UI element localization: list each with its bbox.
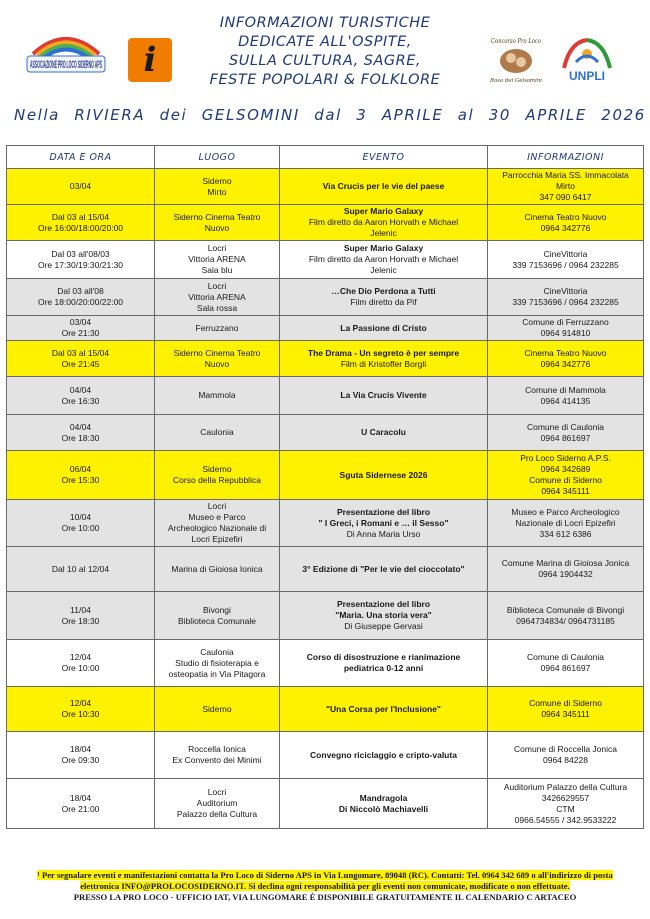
table-row xyxy=(7,316,644,341)
cell-date: Dal 10 al 12/04 xyxy=(7,547,155,592)
cell-place: Bivongi Biblioteca Comunale xyxy=(155,592,280,640)
event-title: Convegno riciclaggio e cripto-valuta xyxy=(310,749,457,760)
footer-note xyxy=(14,870,636,903)
cell-place: Mammola xyxy=(155,377,280,415)
cell-event xyxy=(280,316,488,341)
event-title: …Che Dio Perdona a Tutti xyxy=(331,286,436,296)
footer-line-3: PRESSO LA PRO LOCO - UFFICIO IAT, VIA LUNGOMARE È DISPONIBILE GRATUITAMENTE IL CALENDARIO C ARTACEO xyxy=(73,892,577,902)
title-line: DEDICATE ALL'OSPITE, xyxy=(238,34,412,50)
cell-info: Cinema Teatro Nuovo 0964 342776 xyxy=(488,205,644,241)
event-title: Mandragola Di Niccolò Machiavelli xyxy=(338,792,429,814)
event-subtitle: Film diretto da Aaron Horvath e Michael Jelenic xyxy=(308,217,459,238)
cell-place: Locri Auditorium Palazzo della Cultura xyxy=(155,779,280,829)
events-table xyxy=(6,145,644,829)
proloco-logo xyxy=(25,28,107,80)
events-table-wrap xyxy=(6,145,643,829)
cell-place: Ferruzzano xyxy=(155,316,280,341)
cell-place: Marina di Gioiosa Ionica xyxy=(155,547,280,592)
cell-info: Comune di Siderno 0964 345111 xyxy=(488,687,644,732)
cell-place: Locri Museo e Parco Archeologico Nazionale di Locri Epizefiri xyxy=(155,500,280,547)
cell-info: CineVittoria 339 7153696 / 0964 232285 xyxy=(488,279,644,316)
cell-date: 03/04 Ore 21:30 xyxy=(7,316,155,341)
cell-info: Comune Marina di Gioiosa Jonica 0964 1904432 xyxy=(488,547,644,592)
event-title: Presentazione del libro "Maria. Una storia vera" xyxy=(335,599,432,620)
cell-event xyxy=(280,687,488,732)
cell-date: 03/04 xyxy=(7,169,155,205)
table-row xyxy=(7,279,644,316)
event-title: Super Mario Galaxy xyxy=(343,243,424,253)
header xyxy=(0,0,650,100)
event-subtitle: Di Giuseppe Gervasi xyxy=(344,621,423,631)
unpli-logo xyxy=(556,32,618,84)
cell-date: 04/04 Ore 18:30 xyxy=(7,415,155,451)
event-title: Presentazione del libro " I Greci, i Romani e … il Sesso" xyxy=(318,506,449,528)
table-row xyxy=(7,377,644,415)
cell-date: 11/04 Ore 18:30 xyxy=(7,592,155,640)
cell-event xyxy=(280,205,488,241)
cell-info: Comune di Caulonia 0964 861697 xyxy=(488,415,644,451)
table-row xyxy=(7,241,644,279)
event-title: 3° Edizione di "Per le vie del cioccolato" xyxy=(302,563,465,574)
iat-logo-letter: i xyxy=(143,40,157,80)
cell-event xyxy=(280,732,488,779)
column-header-event: EVENTO xyxy=(280,146,488,169)
cell-place: Caulonia Studio di fisioterapia e osteopatia in Via Pitagora xyxy=(155,640,280,687)
page-subtitle: Nella RIVIERA dei GELSOMINI dal 3 APRILE al 30 APRILE 2026 xyxy=(14,106,646,124)
cell-event xyxy=(280,377,488,415)
cell-info: Comune di Mammola 0964 414135 xyxy=(488,377,644,415)
table-row xyxy=(7,451,644,500)
cell-date: 06/04 Ore 15:30 xyxy=(7,451,155,500)
concorso-logo xyxy=(485,34,547,86)
cell-event xyxy=(280,500,488,547)
cell-date: Dal 03 al 15/04 Ore 16:00/18:00/20:00 xyxy=(7,205,155,241)
cell-date: Dal 03 al 15/04 Ore 21:45 xyxy=(7,341,155,377)
event-title: Via Crucis per le vie del paese xyxy=(322,181,445,191)
cell-info: Comune di Ferruzzano 0964 914810 xyxy=(488,316,644,341)
event-title: La Via Crucis Vivente xyxy=(340,390,427,400)
cell-place: Locri Vittoria ARENA Sala rossa xyxy=(155,279,280,316)
event-title: Corso di disostruzione e rianimazione pediatrica 0-12 anni xyxy=(306,652,461,673)
footer-email-link[interactable]: INFO@PROLOCOSIDERNO.IT xyxy=(121,881,245,891)
table-row xyxy=(7,169,644,205)
cell-event xyxy=(280,451,488,500)
cell-date: 04/04 Ore 16:30 xyxy=(7,377,155,415)
cell-place: Caulonia xyxy=(155,415,280,451)
table-row xyxy=(7,205,644,241)
cell-info: Auditorium Palazzo della Cultura 3426629557 CTM 0966.54555 / 342.9533222 xyxy=(488,779,644,829)
event-title: The Drama - Un segreto è per sempre xyxy=(307,347,460,358)
column-header-date: DATA E ORA xyxy=(7,146,155,169)
cell-date: 18/04 Ore 09:30 xyxy=(7,732,155,779)
event-title: U Caracolu xyxy=(361,427,406,437)
footer-line-2a: elettronica xyxy=(80,881,122,891)
cell-info: Comune di Roccella Jonica 0964 84228 xyxy=(488,732,644,779)
page-title xyxy=(180,14,470,90)
event-title: La Passione di Cristo xyxy=(340,322,427,333)
cell-event xyxy=(280,241,488,279)
table-row xyxy=(7,341,644,377)
title-line: FESTE POPOLARI & FOLKLORE xyxy=(209,72,441,88)
event-subtitle: Di Anna Maria Urso xyxy=(346,528,421,539)
cell-info: Biblioteca Comunale di Bivongi 0964734834/ 0964731185 xyxy=(488,592,644,640)
table-row xyxy=(7,500,644,547)
footer-line-2b: . Si declina ogni responsabilità per gli eventi non comunicate, modificate o non effettuate. xyxy=(244,881,570,891)
cell-date: Dal 03 all'08/03 Ore 17:30/19:30/21:30 xyxy=(7,241,155,279)
cell-place: Locri Vittoria ARENA Sala blu xyxy=(155,241,280,279)
cell-event xyxy=(280,779,488,829)
table-row xyxy=(7,592,644,640)
table-row xyxy=(7,640,644,687)
table-row xyxy=(7,779,644,829)
cell-event xyxy=(280,592,488,640)
cell-event xyxy=(280,415,488,451)
event-title: "Una Corsa per l'Inclusione" xyxy=(326,703,441,714)
column-header-info: INFORMAZIONI xyxy=(488,146,644,169)
table-body xyxy=(7,169,644,829)
event-title: Super Mario Galaxy xyxy=(343,206,424,216)
table-row xyxy=(7,687,644,732)
cell-date: 12/04 Ore 10:00 xyxy=(7,640,155,687)
cell-info: Comune di Caulonia 0964 861697 xyxy=(488,640,644,687)
cell-event xyxy=(280,279,488,316)
event-subtitle: Film diretto da Pif xyxy=(350,297,417,307)
cell-place: Siderno Corso della Repubblica xyxy=(155,451,280,500)
unpli-logo-text: UNPLI xyxy=(569,69,605,83)
cell-date: 12/04 Ore 10:30 xyxy=(7,687,155,732)
cell-info: Pro Loco Siderno A.P.S. 0964 342689 Comune di Siderno 0964 345111 xyxy=(488,451,644,500)
cell-place: Siderno xyxy=(155,687,280,732)
proloco-logo-text: ASSOCIAZIONE PRO LOCO SIDERNO APS xyxy=(30,59,102,71)
cell-event xyxy=(280,640,488,687)
cell-info: Parrocchia Maria SS. Immacolata Mirto 347 090 6417 xyxy=(488,169,644,205)
cell-event xyxy=(280,341,488,377)
footer-line-1: ¹ Per segnalare eventi e manifestazioni contatta la Pro Loco di Siderno APS in Via Lungomare, 89048 (RC). Contatti: Tel. 0964 342 689 o all'indirizzo di posta xyxy=(37,870,613,880)
cell-place: Siderno Cinema Teatro Nuovo xyxy=(155,205,280,241)
concorso-logo-bottom: Rosa dei Gelsomini xyxy=(489,78,543,84)
event-title: Sguta Sidernese 2026 xyxy=(339,469,428,480)
iat-logo xyxy=(128,38,172,82)
event-subtitle: Film di Kristoffer Borgli xyxy=(340,358,427,369)
table-row xyxy=(7,415,644,451)
cell-date: Dal 03 all'08 Ore 18:00/20:00/22:00 xyxy=(7,279,155,316)
cell-place: Siderno Cinema Teatro Nuovo xyxy=(155,341,280,377)
title-line: SULLA CULTURA, SAGRE, xyxy=(229,53,421,69)
column-header-place: LUOGO xyxy=(155,146,280,169)
cell-event xyxy=(280,547,488,592)
table-header-row xyxy=(7,146,644,169)
cell-date: 18/04 Ore 21:00 xyxy=(7,779,155,829)
event-subtitle: Film diretto da Aaron Horvath e Michael Jelenic xyxy=(308,254,459,275)
cell-place: Roccella Ionica Ex Convento dei Minimi xyxy=(155,732,280,779)
cell-event xyxy=(280,169,488,205)
cell-info: Museo e Parco Archeologico Nazionale di Locri Epizefiri 334 612 6386 xyxy=(488,500,644,547)
cell-date: 10/04 Ore 10:00 xyxy=(7,500,155,547)
cell-info: CineVittoria 339 7153696 / 0964 232285 xyxy=(488,241,644,279)
concorso-logo-top: Concorso Pro Loco xyxy=(491,38,542,45)
table-row xyxy=(7,547,644,592)
table-row xyxy=(7,732,644,779)
cell-place: Siderno Mirto xyxy=(155,169,280,205)
title-line: INFORMAZIONI TURISTICHE xyxy=(219,15,431,31)
cell-info: Cinema Teatro Nuovo 0964 342776 xyxy=(488,341,644,377)
